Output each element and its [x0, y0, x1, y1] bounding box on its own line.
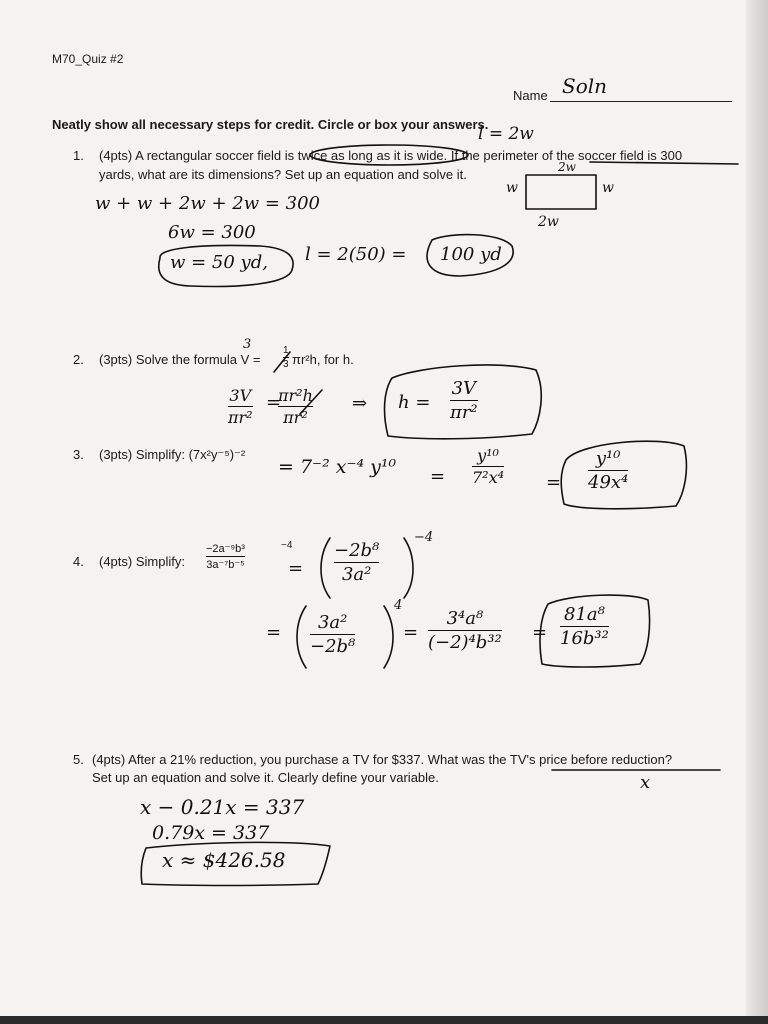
problem-1-text-line2: yards, what are its dimensions? Set up an equation and solve it. [99, 167, 467, 182]
paren-left-2 [297, 606, 306, 668]
problem-1-number: 1. [73, 148, 84, 163]
problem-4-eq3: = [403, 622, 419, 643]
paren-right-1 [404, 538, 413, 598]
step2-num: 3a² [317, 612, 348, 633]
rect-label-top: 2w [558, 160, 576, 174]
problem-2-text-tail: πr²h, for h. [292, 352, 354, 367]
problem-4-step1-exp: −4 [414, 530, 434, 545]
answer-num: y¹⁰ [595, 448, 621, 469]
rect-label-left: w [506, 180, 518, 196]
problem-5-answer: x ≈ $426.58 [162, 848, 286, 872]
problem-1-text-line1: (4pts) A rectangular soccer field is twice as long as it is wide. If the perimeter of the soccer field is 300 [99, 148, 683, 163]
problem-5-text-line1: (4pts) After a 21% reduction, you purchase a TV for $337. What was the TV's price before reduction? [92, 752, 673, 767]
problem-2-text: (3pts) Solve the formula V = [99, 352, 261, 367]
problem-1-work-line2: 6w = 300 [168, 222, 256, 243]
v-circle-mark [274, 352, 290, 372]
problem-4-eq4: = [532, 622, 548, 643]
circle-twice-as-long [310, 145, 468, 165]
problem-2-number: 2. [73, 352, 84, 367]
answer-den: πr² [450, 402, 478, 423]
field-rectangle-sketch [526, 175, 596, 209]
problem-4-text: (4pts) Simplify: [99, 554, 185, 569]
step-left-den: πr² [228, 408, 253, 427]
answer-w-circle [159, 246, 293, 287]
scan-bottom-edge [0, 1016, 768, 1024]
answer-h-circle [385, 365, 542, 439]
answer-5-box [141, 842, 330, 885]
rect-label-right: w [602, 180, 614, 196]
step-right-num: πr²h [278, 386, 313, 405]
paren-left-1 [321, 538, 330, 598]
problem-1-note: l = 2w [478, 124, 534, 144]
answer-l-circle [427, 235, 513, 276]
answer-den: 16b³² [560, 628, 609, 649]
rect-label-bottom: 2w [538, 214, 559, 230]
problem-5-text-line2: Set up an equation and solve it. Clearly define your variable. [92, 770, 439, 785]
paren-right-2 [384, 606, 393, 668]
step1-num: −2b⁸ [334, 540, 380, 561]
problem-2-note: 3 [243, 337, 252, 352]
step-right-den: πr² [283, 408, 308, 427]
one-third-num: 1 [283, 345, 289, 356]
problem-4-eq1: = [288, 558, 304, 579]
problem-2-step-eq: = [266, 392, 282, 413]
problem-2-arrow: ⇒ [352, 393, 368, 414]
name-value: Soln [562, 74, 608, 98]
problem-4-number: 4. [73, 554, 84, 569]
problem-4-eq2: = [266, 622, 282, 643]
answer-3-circle [561, 441, 686, 509]
problem-3-step1: = 7⁻² x⁻⁴ y¹⁰ [278, 456, 397, 478]
underline-perimeter [590, 162, 738, 164]
step2-den: −2b⁸ [310, 636, 356, 657]
problem-4-expr-exp: −4 [281, 540, 293, 551]
expr-den: 3a⁻⁷b⁻⁵ [206, 559, 245, 571]
step3-num: 3⁴a⁸ [446, 608, 484, 629]
problem-3-text: (3pts) Simplify: (7x²y⁻⁵)⁻² [99, 447, 246, 462]
cancel-slash-1 [300, 390, 322, 414]
frac1-den: 7²x⁴ [472, 468, 505, 487]
problem-3-eq3: = [546, 472, 562, 493]
one-third-den: 3 [283, 359, 289, 370]
answer-num: 3V [451, 378, 477, 399]
instructions: Neatly show all necessary steps for credit. Circle or box your answers. [52, 117, 489, 132]
problem-4-step2-exp: 4 [394, 598, 403, 613]
step1-den: 3a² [341, 564, 372, 585]
problem-1-answer-w: w = 50 yd, [170, 252, 268, 273]
expr-num: −2a⁻⁹b³ [206, 543, 245, 555]
frac1-num: y¹⁰ [477, 446, 499, 465]
problem-3-number: 3. [73, 447, 84, 462]
problem-5-work-line1: x − 0.21x = 337 [140, 795, 305, 819]
step3-den: (−2)⁴b³² [428, 632, 502, 653]
answer-den: 49x⁴ [588, 472, 629, 493]
name-label: Name [513, 88, 548, 103]
problem-3-eq2: = [430, 466, 446, 487]
problem-1-answer-l: 100 yd [440, 244, 502, 265]
answer-num: 81a⁸ [564, 604, 605, 625]
problem-1-work-line1: w + w + 2w + 2w = 300 [95, 193, 320, 214]
course-title: M70_Quiz #2 [52, 52, 124, 66]
problem-1-answer-l-expr: l = 2(50) = [305, 244, 407, 265]
problem-5-work-line2: 0.79x = 337 [152, 822, 270, 844]
step-left-num: 3V [229, 386, 252, 405]
answer-4-circle [540, 595, 650, 667]
problem-5-var-note: x [640, 772, 651, 793]
problem-5-number: 5. [73, 752, 84, 767]
problem-2-answer-lhs: h = [398, 392, 431, 413]
